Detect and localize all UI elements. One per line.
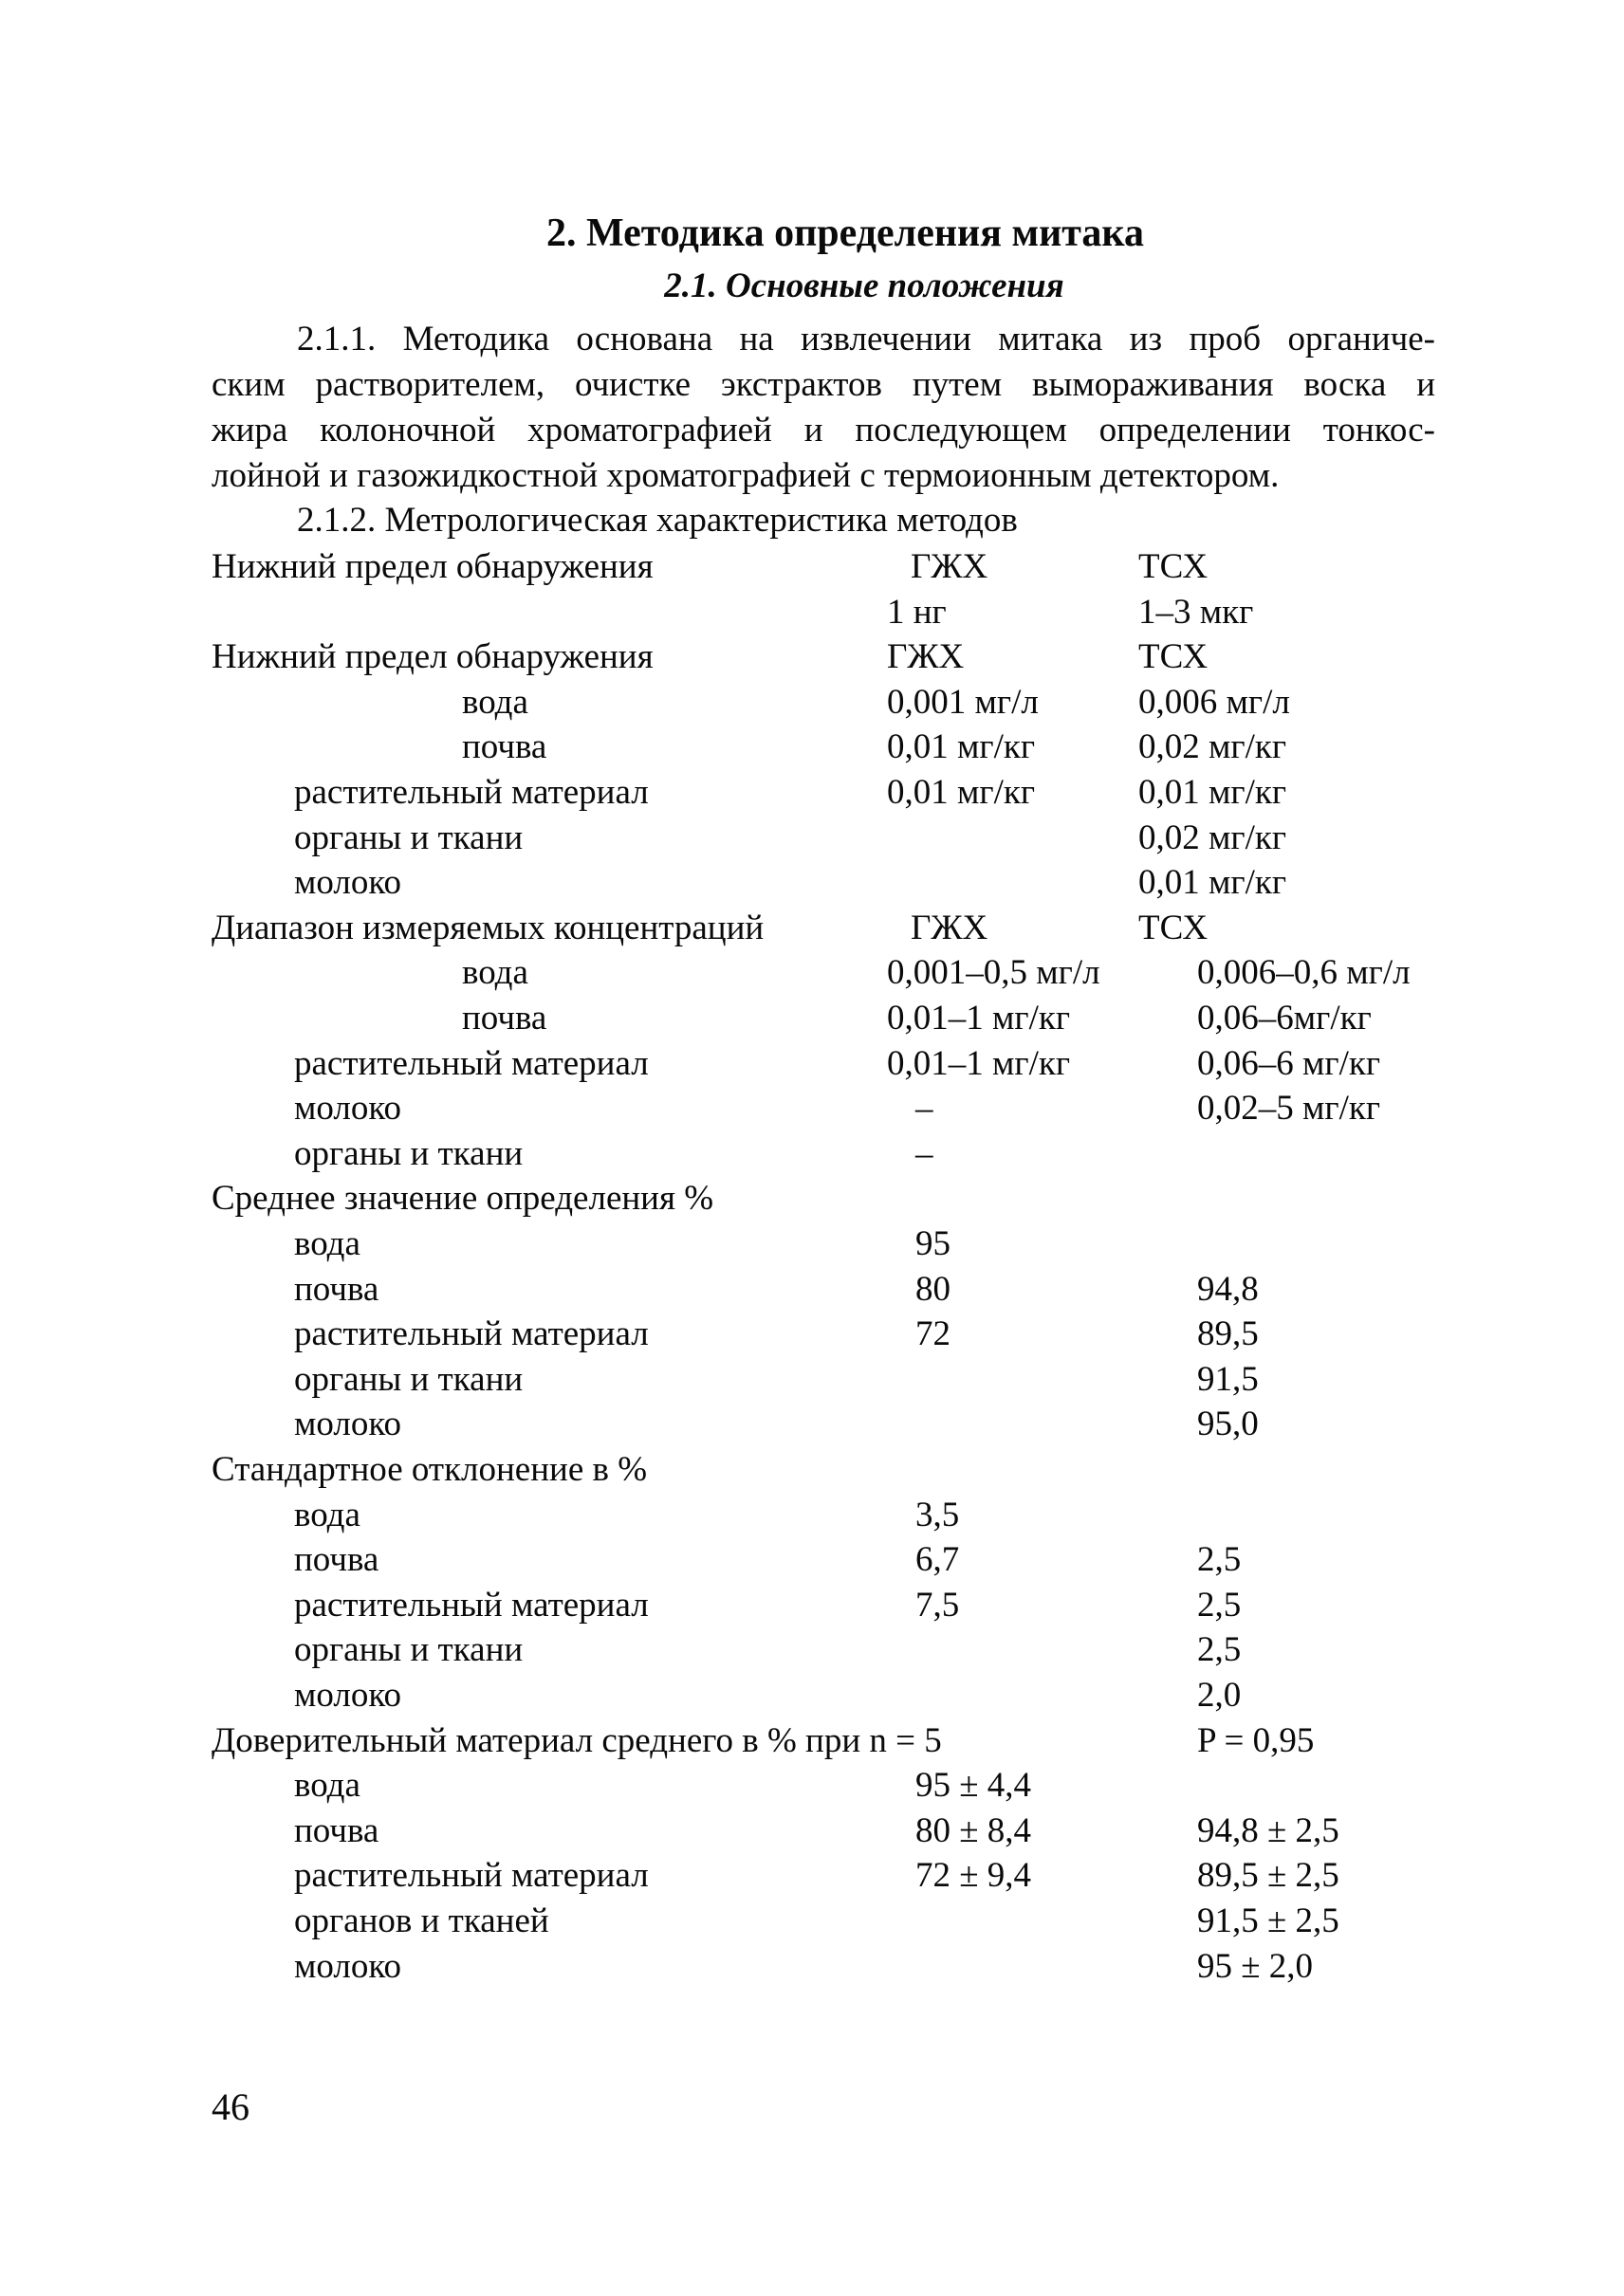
gjx-value: 72 ± 9,4 (915, 1856, 1032, 1896)
row-label: растительный материал (294, 773, 649, 812)
row-label: почва (294, 1269, 379, 1309)
row-label: почва (462, 727, 547, 767)
gjx-value: 7,5 (915, 1585, 960, 1625)
tsx-value: 89,5 ± 2,5 (1197, 1856, 1339, 1896)
table-row (0, 1493, 1624, 1538)
gjx-value: 95 ± 4,4 (915, 1766, 1032, 1806)
row-label: вода (294, 1495, 360, 1534)
table-row (0, 1357, 1624, 1403)
tsx-value: 95 ± 2,0 (1197, 1946, 1314, 1986)
subsection-title: 2.1. Основные положения (664, 266, 1064, 305)
paragraph-line: ским растворителем, очистке экстрактов путем вымораживания воска и (212, 365, 1435, 404)
gjx-value: ГЖХ (911, 547, 988, 586)
tsx-value: 95,0 (1197, 1405, 1259, 1444)
gjx-value: 0,001 мг/л (887, 682, 1039, 722)
tsx-value: 0,06–6 мг/кг (1197, 1043, 1381, 1083)
row-label: органы и ткани (294, 817, 524, 857)
tsx-value: 0,02 мг/кг (1138, 727, 1287, 767)
row-label: органов и тканей (294, 1901, 549, 1940)
row-label: вода (462, 953, 528, 993)
table-row (0, 590, 1624, 635)
table-row (0, 1627, 1624, 1673)
gjx-value: 80 (915, 1269, 950, 1309)
paragraph-line: 2.1.1. Методика основана на извлечении митака из проб органиче- (297, 320, 1435, 358)
table-row (0, 1312, 1624, 1357)
tsx-value: 0,01 мг/кг (1138, 863, 1287, 903)
tsx-value: ТСХ (1138, 908, 1209, 947)
gjx-value: ГЖХ (911, 908, 988, 947)
table-row (0, 1267, 1624, 1313)
row-label: растительный материал (294, 1585, 649, 1625)
gjx-value: 0,01 мг/кг (887, 727, 1036, 767)
gjx-value: – (915, 1089, 933, 1129)
gjx-value: 6,7 (915, 1540, 960, 1580)
table-row (0, 1221, 1624, 1267)
table-row (0, 634, 1624, 680)
paragraph-line: лойной и газожидкостной хроматографией с термоионным детектором. (212, 456, 1280, 495)
tsx-value: 2,0 (1197, 1676, 1242, 1715)
table-row (0, 950, 1624, 996)
row-label: Доверительный материал среднего в % при n = 5 (212, 1720, 942, 1760)
gjx-value: 3,5 (915, 1495, 960, 1534)
table-row (0, 1809, 1624, 1854)
row-label: вода (462, 682, 528, 722)
table-row (0, 1402, 1624, 1447)
row-label: почва (462, 999, 547, 1038)
gjx-value: 1 нг (887, 592, 947, 632)
tsx-value: 91,5 ± 2,5 (1197, 1901, 1339, 1940)
table-row (0, 816, 1624, 861)
gjx-value: ГЖХ (887, 637, 965, 677)
table-row (0, 860, 1624, 906)
tsx-value: ТСХ (1138, 547, 1209, 586)
table-row (0, 544, 1624, 590)
paragraph-line: жира колоночной хроматографией и последующем определении тонкос- (212, 411, 1435, 450)
section-title: 2. Методика определения митака (546, 211, 1144, 255)
table-row (0, 1583, 1624, 1628)
gjx-value: 0,01 мг/кг (887, 773, 1036, 812)
row-label: Нижний предел обнаружения (212, 637, 654, 677)
table-row (0, 1853, 1624, 1899)
row-label: вода (294, 1224, 360, 1263)
row-label: органы и ткани (294, 1359, 524, 1399)
table-row (0, 1673, 1624, 1718)
row-label: вода (294, 1766, 360, 1806)
row-label: Стандартное отклонение в % (212, 1450, 648, 1489)
tsx-value: 89,5 (1197, 1314, 1259, 1354)
table-row (0, 1537, 1624, 1583)
table-row (0, 996, 1624, 1041)
tsx-value: 1–3 мкг (1138, 592, 1254, 632)
table-row (0, 1086, 1624, 1131)
tsx-value: 0,02–5 мг/кг (1197, 1089, 1381, 1129)
gjx-value: 72 (915, 1314, 950, 1354)
table-row (0, 1763, 1624, 1809)
tsx-value: 2,5 (1197, 1585, 1242, 1625)
tsx-value: 94,8 (1197, 1269, 1259, 1309)
table-row (0, 1176, 1624, 1221)
row-label: Среднее значение определения % (212, 1179, 714, 1219)
tsx-value: ТСХ (1138, 637, 1209, 677)
gjx-value: – (915, 1133, 933, 1173)
row-label: молоко (294, 863, 401, 903)
tsx-value: 0,02 мг/кг (1138, 817, 1287, 857)
table-row (0, 906, 1624, 951)
gjx-value: 0,01–1 мг/кг (887, 1043, 1071, 1083)
row-label: почва (294, 1810, 379, 1850)
row-label: органы и ткани (294, 1630, 524, 1670)
table-row (0, 1944, 1624, 1990)
page-number: 46 (212, 2085, 249, 2128)
tsx-value: 0,06–6мг/кг (1197, 999, 1372, 1038)
table-row (0, 1899, 1624, 1944)
row-label: молоко (294, 1676, 401, 1715)
gjx-value: 95 (915, 1224, 950, 1263)
tsx-value: 0,006 мг/л (1138, 682, 1290, 722)
row-label: почва (294, 1540, 379, 1580)
table-row (0, 770, 1624, 816)
table-row (0, 1447, 1624, 1493)
table-row (0, 1718, 1624, 1764)
row-label: молоко (294, 1946, 401, 1986)
gjx-value: 0,001–0,5 мг/л (887, 953, 1100, 993)
table-row (0, 1041, 1624, 1087)
paragraph-2-1-1 (212, 317, 1435, 499)
table-row (0, 680, 1624, 726)
tsx-value: 0,006–0,6 мг/л (1197, 953, 1411, 993)
row-label: органы и ткани (294, 1133, 524, 1173)
gjx-value: 80 ± 8,4 (915, 1810, 1032, 1850)
row-label: молоко (294, 1089, 401, 1129)
row-label: Нижний предел обнаружения (212, 547, 654, 586)
table-row (0, 725, 1624, 770)
tsx-value: 2,5 (1197, 1630, 1242, 1670)
row-label: Диапазон измеряемых концентраций (212, 908, 765, 947)
tsx-value: 0,01 мг/кг (1138, 773, 1287, 812)
row-label: растительный материал (294, 1856, 649, 1896)
gjx-value: 0,01–1 мг/кг (887, 999, 1071, 1038)
table-row (0, 1131, 1624, 1177)
row-label: молоко (294, 1405, 401, 1444)
row-label: растительный материал (294, 1314, 649, 1354)
tsx-value: 2,5 (1197, 1540, 1242, 1580)
tsx-value: 94,8 ± 2,5 (1197, 1810, 1339, 1850)
row-label: растительный материал (294, 1043, 649, 1083)
paragraph-2-1-2: 2.1.2. Метрологическая характеристика методов (297, 501, 1018, 540)
tsx-value: 91,5 (1197, 1359, 1259, 1399)
tsx-value: P = 0,95 (1197, 1720, 1315, 1760)
